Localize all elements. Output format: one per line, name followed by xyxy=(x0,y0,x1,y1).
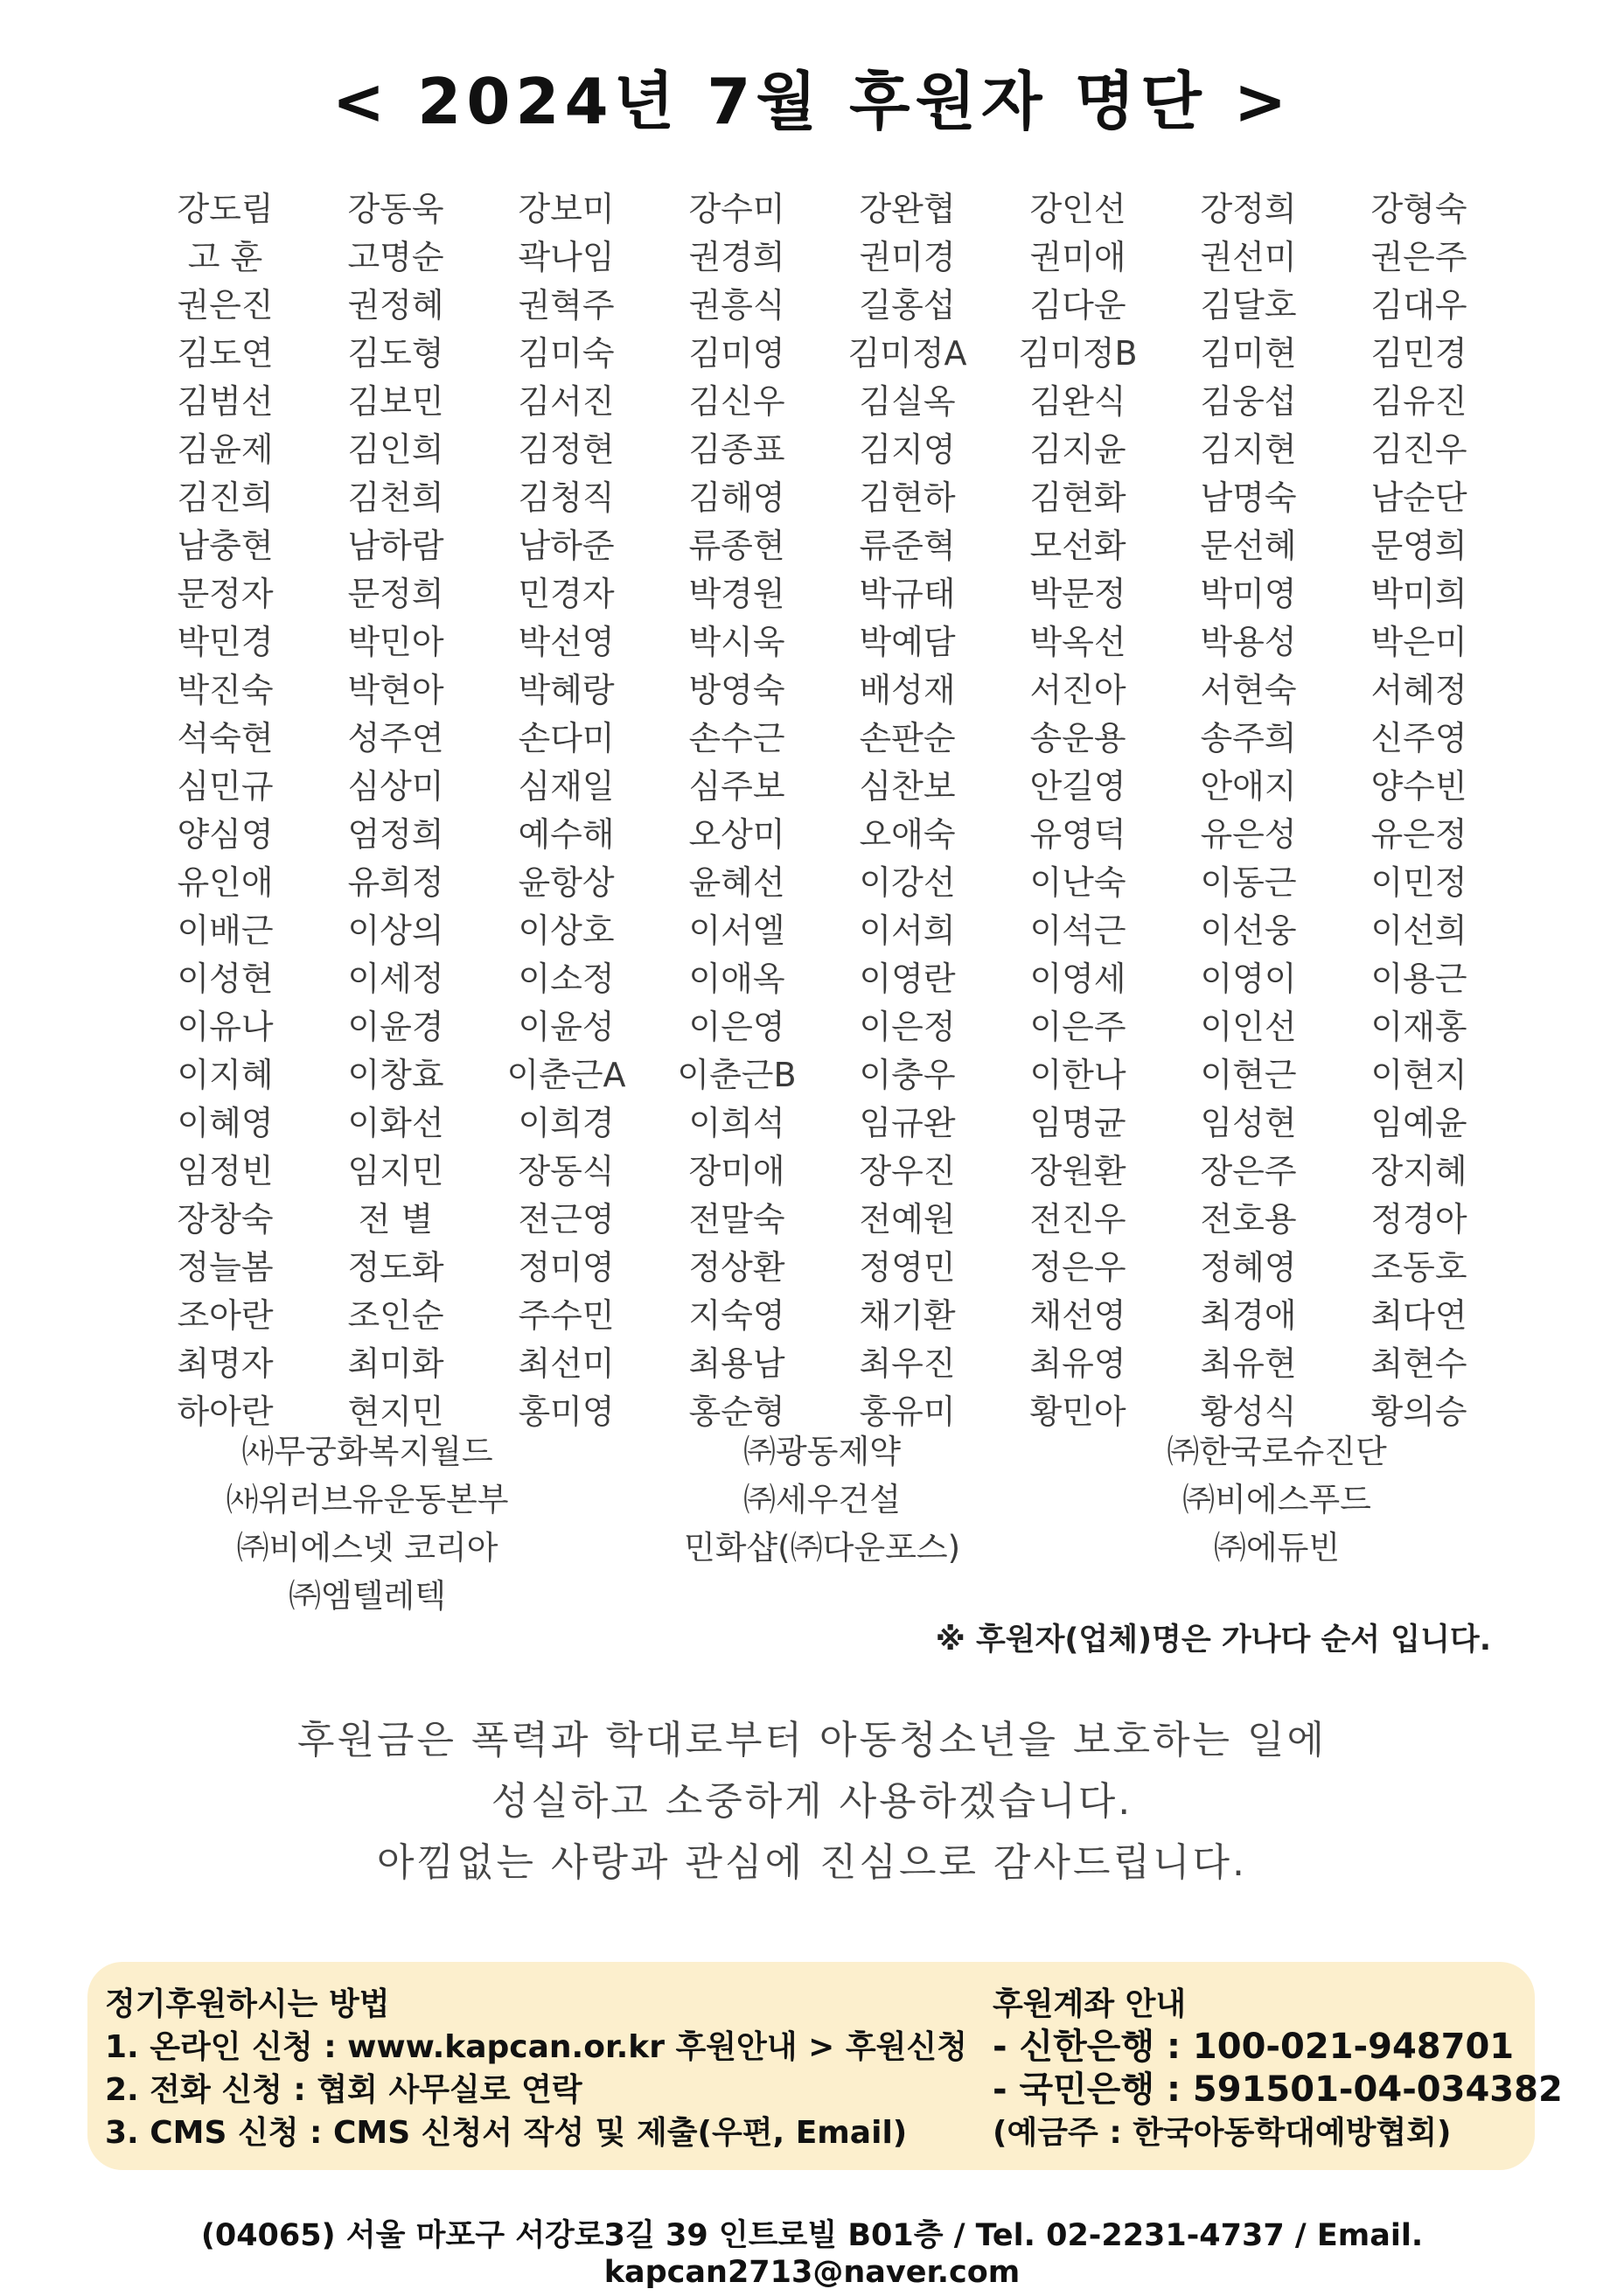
donor-name: 조아란 xyxy=(177,1296,274,1335)
donor-name: 윤항상 xyxy=(518,863,615,902)
donor-name: 남충현 xyxy=(177,527,274,565)
donor-name: 권흥식 xyxy=(688,286,785,325)
donor-name: 석숙현 xyxy=(177,719,274,757)
donor-name: 김미숙 xyxy=(518,334,615,373)
donor-name: 황성식 xyxy=(1200,1392,1297,1431)
donor-name: 신주영 xyxy=(1370,719,1467,757)
donor-name: 이동근 xyxy=(1200,863,1297,902)
donor-name: 이민정 xyxy=(1370,863,1467,902)
donor-name: 현지민 xyxy=(347,1392,444,1431)
donor-name: 홍순형 xyxy=(688,1392,785,1431)
donor-name: 김달호 xyxy=(1200,286,1297,325)
donor-name: 박진숙 xyxy=(177,671,274,709)
organization-name: 민화샵(㈜다운포스) xyxy=(683,1529,961,1567)
donor-name: 이애옥 xyxy=(688,960,785,998)
donor-name: 심민규 xyxy=(177,767,274,806)
donor-name: 김도연 xyxy=(177,334,274,373)
donor-name: 안애지 xyxy=(1200,767,1297,806)
donor-name: 홍미영 xyxy=(518,1392,615,1431)
donor-name: 최유영 xyxy=(1029,1344,1126,1383)
donor-name: 이화선 xyxy=(347,1104,444,1142)
donor-name: 김미정A xyxy=(847,334,967,373)
donor-name: 양수빈 xyxy=(1370,767,1467,806)
donor-name: 김진희 xyxy=(177,478,274,517)
thanks-line: 아낌없는 사랑과 관심에 진심으로 감사드립니다. xyxy=(376,1840,1247,1885)
donor-name: 이재홍 xyxy=(1370,1008,1467,1046)
donor-name: 심주보 xyxy=(688,767,785,806)
donor-name: 최선미 xyxy=(518,1344,615,1383)
donor-name: 이춘근A xyxy=(506,1056,626,1094)
donor-name: 임정빈 xyxy=(177,1152,274,1190)
donor-name: 김실옥 xyxy=(859,382,956,421)
organization-name: ㈜한국로슈진단 xyxy=(1167,1433,1387,1470)
donor-name: 임명균 xyxy=(1029,1104,1126,1142)
donor-name: 유은성 xyxy=(1200,815,1297,854)
donor-name: 박민경 xyxy=(177,623,274,661)
organization-name xyxy=(595,1572,1049,1620)
donor-name: 류종현 xyxy=(688,527,785,565)
donor-name: 박문정 xyxy=(1029,575,1126,613)
donor-name: 전진우 xyxy=(1029,1200,1126,1239)
donor-name: 정늘봄 xyxy=(177,1248,274,1287)
donor-name: 채선영 xyxy=(1029,1296,1126,1335)
donor-name: 문정자 xyxy=(177,575,274,613)
organization-name: ㈔무궁화복지월드 xyxy=(241,1433,493,1470)
donor-name: 이윤경 xyxy=(347,1008,444,1046)
donor-name: 박혜랑 xyxy=(518,671,615,709)
donor-name: 이용근 xyxy=(1370,960,1467,998)
donor-name: 최다연 xyxy=(1370,1296,1467,1335)
donation-account-info xyxy=(993,1983,1563,2154)
donor-name: 이서엘 xyxy=(688,911,785,950)
donor-name: 장은주 xyxy=(1200,1152,1297,1190)
donor-name: 이영세 xyxy=(1029,960,1126,998)
regular-donation-methods xyxy=(105,1983,967,2154)
donor-name: 이영란 xyxy=(859,960,956,998)
donor-name: 김보민 xyxy=(347,382,444,421)
donor-name: 김서진 xyxy=(518,382,615,421)
donor-name: 장원환 xyxy=(1029,1152,1126,1190)
donor-name: 김지현 xyxy=(1200,430,1297,469)
donor-name: 이은정 xyxy=(859,1008,956,1046)
organization-name xyxy=(1049,1572,1504,1620)
donor-name: 이은영 xyxy=(688,1008,785,1046)
donor-name: 심찬보 xyxy=(859,767,956,806)
donor-name: 김지윤 xyxy=(1029,430,1126,469)
donor-name: 장우진 xyxy=(859,1152,956,1190)
organization-name: ㈔위러브유운동본부 xyxy=(226,1481,509,1518)
donor-name: 김완식 xyxy=(1029,382,1126,421)
donor-name: 이선웅 xyxy=(1200,911,1297,950)
donor-name: 이현근 xyxy=(1200,1056,1297,1094)
donor-name: 강동욱 xyxy=(347,190,444,228)
donor-name: 남하람 xyxy=(347,527,444,565)
donor-name: 황의승 xyxy=(1370,1392,1467,1431)
organization-name: ㈜광동제약 xyxy=(743,1433,901,1470)
donor-name: 김해영 xyxy=(688,478,785,517)
donor-name: 이선희 xyxy=(1370,911,1467,950)
donor-name: 김윤제 xyxy=(177,430,274,469)
donor-name: 김천희 xyxy=(347,478,444,517)
donor-name: 고명순 xyxy=(347,238,444,276)
donor-name: 정도화 xyxy=(347,1248,444,1287)
donor-name: 박시욱 xyxy=(688,623,785,661)
donor-name: 송운용 xyxy=(1029,719,1126,757)
donor-name: 정영민 xyxy=(859,1248,956,1287)
donor-name: 이유나 xyxy=(177,1008,274,1046)
donor-name: 이창효 xyxy=(347,1056,444,1094)
donor-name: 정미영 xyxy=(518,1248,615,1287)
donor-name: 이희경 xyxy=(518,1104,615,1142)
donor-name: 박은미 xyxy=(1370,623,1467,661)
donor-name: 심상미 xyxy=(347,767,444,806)
donor-name: 하아란 xyxy=(177,1392,274,1431)
donor-name: 이충우 xyxy=(859,1056,956,1094)
thanks-line: 후원금은 폭력과 학대로부터 아동청소년을 보호하는 일에 xyxy=(296,1718,1328,1762)
donor-name: 이석근 xyxy=(1029,911,1126,950)
donor-name: 길홍섭 xyxy=(859,286,956,325)
donor-name: 황민아 xyxy=(1029,1392,1126,1431)
donor-name: 문영희 xyxy=(1370,527,1467,565)
donor-name: 박용성 xyxy=(1200,623,1297,661)
donor-name: 임지민 xyxy=(347,1152,444,1190)
donor-name: 손판순 xyxy=(859,719,956,757)
donor-name: 전예원 xyxy=(859,1200,956,1239)
donor-name: 강정희 xyxy=(1200,190,1297,228)
donor-name: 남명숙 xyxy=(1200,478,1297,517)
donation-info-box xyxy=(87,1962,1563,2170)
donor-name: 김인희 xyxy=(347,430,444,469)
donor-name: 이서희 xyxy=(859,911,956,950)
donor-name: 김현화 xyxy=(1029,478,1126,517)
donor-name: 이강선 xyxy=(859,863,956,902)
donor-name: 류준혁 xyxy=(859,527,956,565)
donor-name: 채기환 xyxy=(859,1296,956,1335)
donor-name: 김신우 xyxy=(688,382,785,421)
donor-name: 강완협 xyxy=(859,190,956,228)
donor-name: 김유진 xyxy=(1370,382,1467,421)
donor-name: 권혁주 xyxy=(518,286,615,325)
donor-name: 안길영 xyxy=(1029,767,1126,806)
donor-name: 김미정B xyxy=(1018,334,1138,373)
donor-name: 장창숙 xyxy=(177,1200,274,1239)
donor-name: 주수민 xyxy=(518,1296,615,1335)
donor-name: 문정희 xyxy=(347,575,444,613)
donor-name: 김청직 xyxy=(518,478,615,517)
donor-name: 임성현 xyxy=(1200,1104,1297,1142)
donor-name: 문선혜 xyxy=(1200,527,1297,565)
donor-name: 김현하 xyxy=(859,478,956,517)
donor-name: 박현아 xyxy=(347,671,444,709)
donor-name: 강도림 xyxy=(177,190,274,228)
donor-name: 김도형 xyxy=(347,334,444,373)
donor-name: 김대우 xyxy=(1370,286,1467,325)
donor-name: 최유현 xyxy=(1200,1344,1297,1383)
donor-name: 강형숙 xyxy=(1370,190,1467,228)
donor-name: 김웅섭 xyxy=(1200,382,1297,421)
donor-name: 이춘근B xyxy=(677,1056,797,1094)
donor-name: 이상호 xyxy=(518,911,615,950)
donor-name: 홍유미 xyxy=(859,1392,956,1431)
donor-name: 정상환 xyxy=(688,1248,785,1287)
donor-name: 이한나 xyxy=(1029,1056,1126,1094)
donor-name: 박선영 xyxy=(518,623,615,661)
donor-name: 서진아 xyxy=(1029,671,1126,709)
thanks-line: 성실하고 소중하게 사용하겠습니다. xyxy=(491,1779,1133,1824)
donor-name: 김범선 xyxy=(177,382,274,421)
donor-name: 최현수 xyxy=(1370,1344,1467,1383)
donor-name: 권은진 xyxy=(177,286,274,325)
donor-name: 박경원 xyxy=(688,575,785,613)
donor-name: 이희석 xyxy=(688,1104,785,1142)
donor-name: 정은우 xyxy=(1029,1248,1126,1287)
donor-name: 강보미 xyxy=(518,190,615,228)
methods-title: 정기후원하시는 방법 xyxy=(105,1986,390,2022)
donor-name: 박예담 xyxy=(859,623,956,661)
donor-name: 지숙영 xyxy=(688,1296,785,1335)
donor-name: 이은주 xyxy=(1029,1008,1126,1046)
organization-name: ㈜비에스넷 코리아 xyxy=(236,1529,498,1567)
donor-name: 모선화 xyxy=(1029,527,1126,565)
donor-name: 곽나임 xyxy=(518,238,615,276)
donor-name: 김다운 xyxy=(1029,286,1126,325)
donor-name: 김지영 xyxy=(859,430,956,469)
donor-name: 권미경 xyxy=(859,238,956,276)
donor-name: 이혜영 xyxy=(177,1104,274,1142)
donor-name: 권정혜 xyxy=(347,286,444,325)
donor-name: 전호용 xyxy=(1200,1200,1297,1239)
donor-name: 임규완 xyxy=(859,1104,956,1142)
donor-name: 오상미 xyxy=(688,815,785,854)
donor-name: 최용남 xyxy=(688,1344,785,1383)
donor-name: 배성재 xyxy=(859,671,956,709)
donor-name: 김민경 xyxy=(1370,334,1467,373)
donor-name: 서혜정 xyxy=(1370,671,1467,709)
donor-name: 양심영 xyxy=(177,815,274,854)
donor-name: 이윤성 xyxy=(518,1008,615,1046)
donor-name: 최경애 xyxy=(1200,1296,1297,1335)
donor-name: 이인선 xyxy=(1200,1008,1297,1046)
donor-name: 유은정 xyxy=(1370,815,1467,854)
account-title: 후원계좌 안내 xyxy=(993,1986,1187,2022)
donor-name: 유인애 xyxy=(177,863,274,902)
account-shinhan: - 신한은행 : 100-021-948701 xyxy=(993,2027,1515,2067)
donor-name: 유희정 xyxy=(347,863,444,902)
organization-name: ㈜에듀빈 xyxy=(1213,1529,1341,1567)
donor-name: 최명자 xyxy=(177,1344,274,1383)
donor-name: 이현지 xyxy=(1370,1056,1467,1094)
donor-name: 송주희 xyxy=(1200,719,1297,757)
sort-order-note: ※ 후원자(업체)명은 가나다 순서 입니다. xyxy=(935,1623,1491,1657)
donor-name: 전근영 xyxy=(518,1200,615,1239)
donor-name: 정경아 xyxy=(1370,1200,1467,1239)
donor-name: 권경희 xyxy=(688,238,785,276)
donor-name: 정혜영 xyxy=(1200,1248,1297,1287)
account-kookmin: - 국민은행 : 591501-04-034382 xyxy=(993,2069,1563,2110)
donor-name-grid xyxy=(140,185,1504,1436)
donor-name: 박규태 xyxy=(859,575,956,613)
donor-name: 김미현 xyxy=(1200,334,1297,373)
donor-name: 장동식 xyxy=(518,1152,615,1190)
organization-grid xyxy=(140,1427,1504,1620)
donor-name: 방영숙 xyxy=(688,671,785,709)
donor-name: 김진우 xyxy=(1370,430,1467,469)
account-holder: (예금주 : 한국아동학대예방협회) xyxy=(993,2115,1452,2151)
donor-name: 민경자 xyxy=(518,575,615,613)
donor-name: 엄정희 xyxy=(347,815,444,854)
donor-name: 서현숙 xyxy=(1200,671,1297,709)
donor-name: 이세정 xyxy=(347,960,444,998)
donor-name: 박미영 xyxy=(1200,575,1297,613)
donor-name: 이성현 xyxy=(177,960,274,998)
donor-name: 심재일 xyxy=(518,767,615,806)
donor-name: 이영이 xyxy=(1200,960,1297,998)
donor-name: 남순단 xyxy=(1370,478,1467,517)
donor-name: 손다미 xyxy=(518,719,615,757)
donor-name: 조인순 xyxy=(347,1296,444,1335)
page-title: < 2024년 7월 후원자 명단 > xyxy=(331,65,1293,138)
donor-name: 이난숙 xyxy=(1029,863,1126,902)
donor-name: 권선미 xyxy=(1200,238,1297,276)
method-online: 1. 온라인 신청 : www.kapcan.or.kr 후원안내 > 후원신청 xyxy=(105,2029,967,2065)
organization-name: ㈜세우건설 xyxy=(743,1481,901,1518)
donor-name: 예수해 xyxy=(518,815,615,854)
donor-name: 전 별 xyxy=(358,1200,434,1239)
donor-name: 오애숙 xyxy=(859,815,956,854)
donor-name: 고 훈 xyxy=(187,238,263,276)
donor-name: 박민아 xyxy=(347,623,444,661)
donor-name: 윤혜선 xyxy=(688,863,785,902)
donor-name: 전말숙 xyxy=(688,1200,785,1239)
donor-name: 유영덕 xyxy=(1029,815,1126,854)
donor-name: 이상의 xyxy=(347,911,444,950)
donor-name: 장지혜 xyxy=(1370,1152,1467,1190)
donor-name: 이소정 xyxy=(518,960,615,998)
donor-name: 김종표 xyxy=(688,430,785,469)
donor-name: 남하준 xyxy=(518,527,615,565)
donor-name: 장미애 xyxy=(688,1152,785,1190)
donor-name: 김미영 xyxy=(688,334,785,373)
donor-name: 임예윤 xyxy=(1370,1104,1467,1142)
donor-name: 강인선 xyxy=(1029,190,1126,228)
organization-name: ㈜비에스푸드 xyxy=(1182,1481,1371,1518)
thanks-message xyxy=(0,1710,1624,1894)
donor-name: 조동호 xyxy=(1370,1248,1467,1287)
donor-name: 성주연 xyxy=(347,719,444,757)
donor-name: 박미희 xyxy=(1370,575,1467,613)
donor-name: 이지혜 xyxy=(177,1056,274,1094)
method-phone: 2. 전화 신청 : 협회 사무실로 연락 xyxy=(105,2072,582,2108)
donor-name: 손수근 xyxy=(688,719,785,757)
footer-address: (04065) 서울 마포구 서강로3길 39 인트로빌 B01층 / Tel. 02-2231-4737 / Email. kapcan2713@naver.com xyxy=(200,2218,1424,2290)
method-cms: 3. CMS 신청 : CMS 신청서 작성 및 제출(우편, Email) xyxy=(105,2115,908,2151)
donor-name: 박옥선 xyxy=(1029,623,1126,661)
donor-name: 권은주 xyxy=(1370,238,1467,276)
donor-name: 이배근 xyxy=(177,911,274,950)
donor-name: 최미화 xyxy=(347,1344,444,1383)
donor-name: 권미애 xyxy=(1029,238,1126,276)
donor-name: 최우진 xyxy=(859,1344,956,1383)
organization-name: ㈜엠텔레텍 xyxy=(289,1577,446,1615)
donor-name: 김정현 xyxy=(518,430,615,469)
donor-name: 강수미 xyxy=(688,190,785,228)
